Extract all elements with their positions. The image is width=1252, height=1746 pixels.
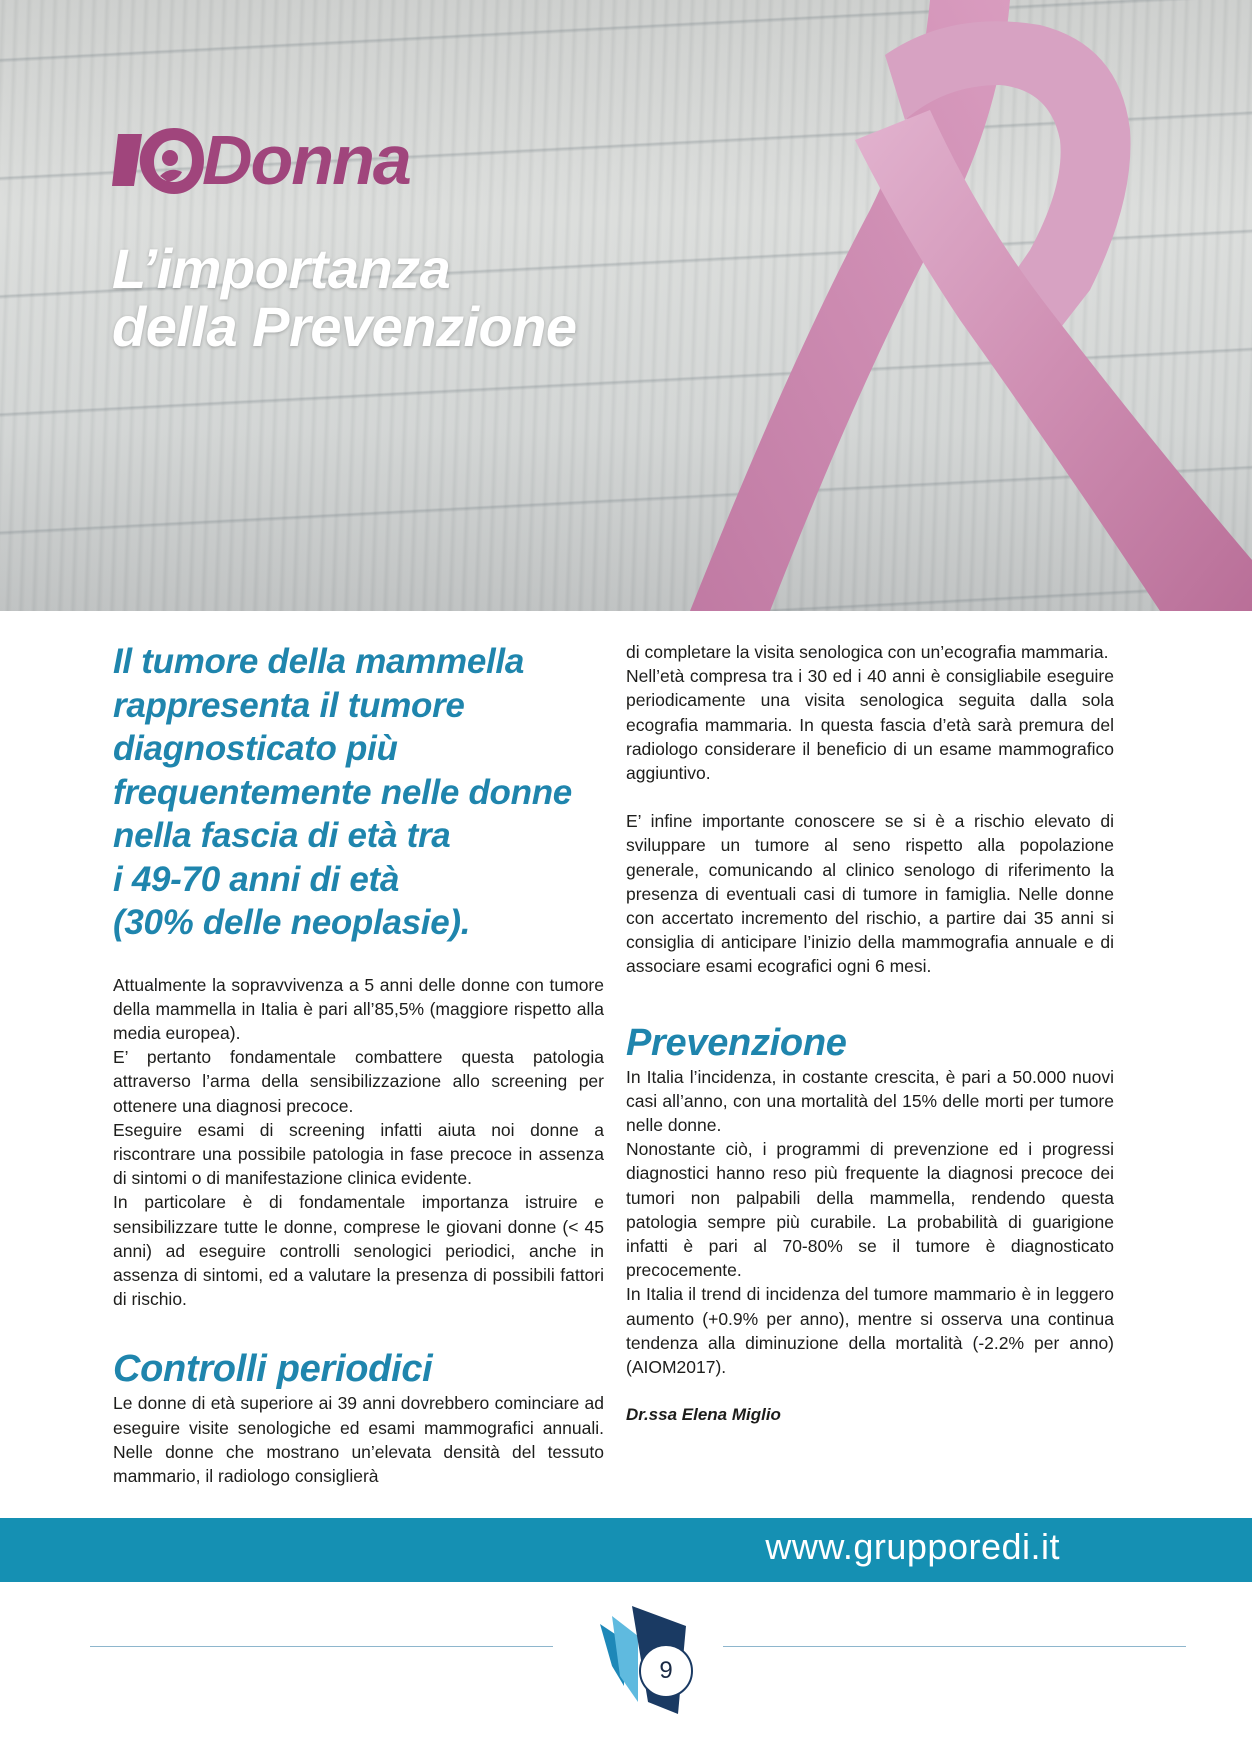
footer-band [0, 1518, 1252, 1582]
lead-line: (30% delle neoplasie). [113, 903, 471, 942]
body-paragraph: In Italia il trend di incidenza del tumore mammario è in leggero aumento (+0.9% per anno), mentre si osserva una continua tendenza alla diminuzione della mortalità (-2.2% per anno) (AIOM2017). [626, 1284, 1114, 1378]
paragraph-gap [626, 785, 1114, 809]
website-link[interactable]: www.grupporedi.it [765, 1526, 1060, 1567]
body-paragraph: In particolare è di fondamentale importanza istruire e sensibilizzare tutte le donne, comprese le giovani donne (< 45 anni) ad eseguire controlli senologici periodici, anche in assenza di sintomi, ed a valutare la presenza di possibili fattori di rischio. [113, 1192, 604, 1310]
donna-logo [112, 120, 410, 200]
footer-divider-left [90, 1646, 553, 1647]
body-paragraph: Eseguire esami di screening infatti aiuta noi donne a riscontrare una possibile patologia in fase precoce in assenza di sintomi o di manifestazione clinica evidente. [113, 1119, 604, 1189]
body-paragraph: In Italia l’incidenza, in costante crescita, è pari a 50.000 nuovi casi all’anno, con una mortalità del 15% delle morti per tumore nelle donne. [626, 1066, 1114, 1136]
body-paragraph: Le donne di età superiore ai 39 anni dovrebbero cominciare ad eseguire visite senologiche ed esami mammografici annuali. Nelle donne che mostrano un’elevata densità del tessuto mammario, il radiologo consiglierà [113, 1393, 604, 1486]
right-column [626, 640, 1114, 1427]
lead-line: frequentemente nelle donne [113, 772, 572, 812]
body-paragraph: di completare la visita senologica con un’ecografia mammaria. [626, 642, 1109, 662]
body-paragraph: E’ infine importante conoscere se si è a rischio elevato di sviluppare un tumore al seno rispetto alla popolazione generale, comunicando al clinico senologo di riferimento la presenza di eventuali casi di tumore in famiglia. Nelle donne con accertato incremento del rischio, a partire dai 35 anni si consiglia di anticipare l’inizio della mammografia annuale e di associare esami ecografici ogni 6 mesi. [626, 811, 1114, 977]
body-paragraph: Nonostante ciò, i programmi di prevenzione ed i progressi diagnostici hanno reso più frequente la diagnosi precoce dei tumori non palpabili della mammella, rendendo questa patologia sempre più curabile. La probabilità di guarigione infatti è pari al 70-80% se il tumore è diagnosticato precocemente. [626, 1139, 1114, 1281]
lead-line: nella fascia di età tra [113, 816, 451, 855]
lead-statement [113, 640, 604, 945]
page-title [112, 237, 752, 358]
body-paragraph: Nell’età compresa tra i 30 ed i 40 anni è consigliabile eseguire periodicamente una visita senologica seguita dalla sola ecografia mammaria. In questa fascia d’età sarà premura del radiologo considerare il beneficio di un esame mammografico aggiuntivo. [626, 666, 1114, 784]
left-column [113, 640, 604, 1488]
lead-line: diagnosticato più [113, 729, 398, 768]
author-signature: Dr.ssa Elena Miglio [626, 1405, 781, 1425]
lead-line: Il tumore della mammella [113, 642, 525, 681]
lead-line: i 49-70 anni di età [113, 859, 400, 899]
title-line: della Prevenzione [112, 295, 577, 358]
page-number: 9 [639, 1644, 693, 1698]
title-line: L’importanza [112, 237, 451, 300]
section-heading-controlli: Controlli periodici [113, 1348, 433, 1391]
heart-mother-icon [112, 120, 206, 200]
lead-line: rappresenta il tumore [113, 685, 465, 725]
hero-image [0, 0, 1252, 611]
logo-text: Donna [202, 121, 410, 199]
body-paragraph: Attualmente la sopravvivenza a 5 anni delle donne con tumore della mammella in Italia è pari all’85,5% (maggiore rispetto alla media europea). [113, 974, 604, 1043]
body-paragraph: E’ pertanto fondamentale combattere questa patologia attraverso l’arma della sensibilizzazione allo screening per ottenere una diagnosi precoce. [113, 1047, 604, 1116]
footer-divider-right [723, 1646, 1186, 1647]
section-heading-prevenzione: Prevenzione [626, 1021, 847, 1064]
